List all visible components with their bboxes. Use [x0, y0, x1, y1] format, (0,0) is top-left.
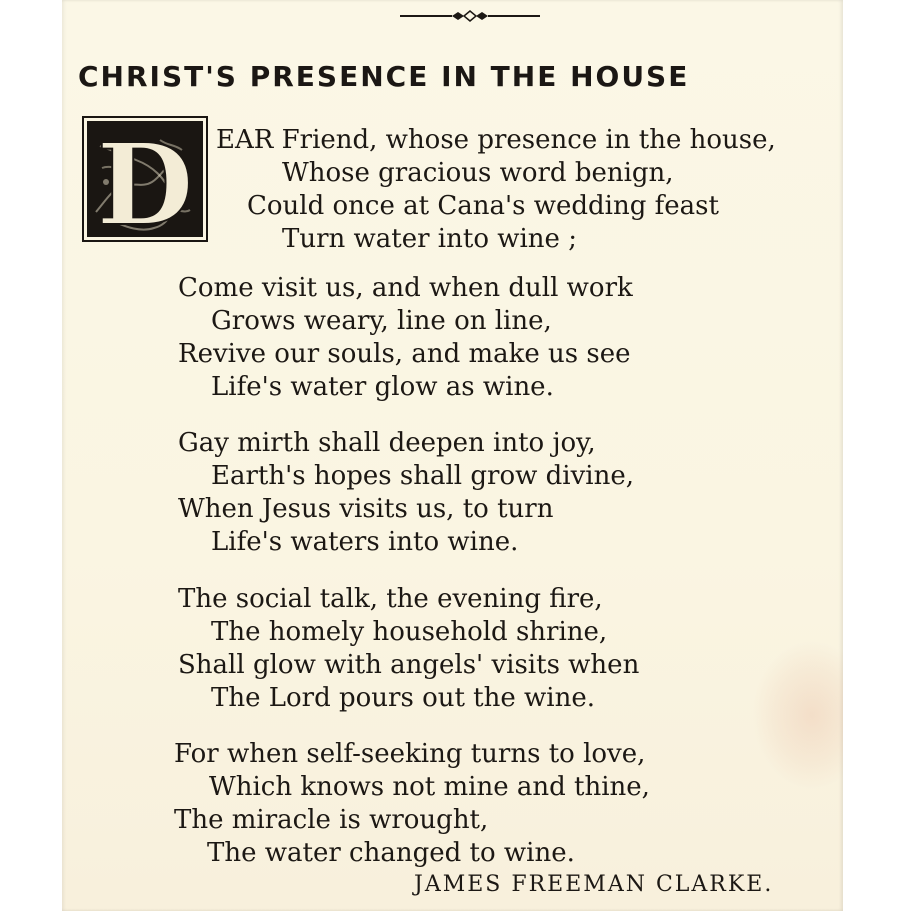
stanza-5-line-4: The water changed to wine.	[207, 838, 575, 868]
stanza-3-line-4: Life's waters into wine.	[211, 527, 519, 557]
decorative-rule-icon	[400, 8, 540, 24]
stanza-4-line-2: The homely household shrine,	[211, 617, 608, 647]
paper-stain	[752, 640, 843, 790]
stanza-5-line-1: For when self-seeking turns to love,	[174, 739, 646, 769]
stanza-5-line-2: Which knows not mine and thine,	[209, 772, 650, 802]
stanza-1-line-4: Turn water into wine ;	[282, 224, 577, 254]
stanza-1-line-3: Could once at Cana's wedding feast	[247, 191, 719, 221]
poem-author: JAMES FREEMAN CLARKE.	[414, 872, 774, 897]
stanza-5-line-3: The miracle is wrought,	[174, 805, 489, 835]
stanza-1-line-1: EAR Friend, whose presence in the house,	[216, 125, 776, 155]
initial-letter: D	[96, 120, 194, 242]
stanza-4-line-4: The Lord pours out the wine.	[211, 683, 595, 713]
stanza-3-line-3: When Jesus visits us, to turn	[178, 494, 554, 524]
stanza-2-line-2: Grows weary, line on line,	[211, 306, 552, 336]
stanza-4-line-1: The social talk, the evening fire,	[178, 584, 603, 614]
stanza-2-line-4: Life's water glow as wine.	[211, 372, 554, 402]
illuminated-initial-icon	[82, 116, 208, 242]
stanza-2-line-1: Come visit us, and when dull work	[178, 273, 633, 303]
stanza-3-line-1: Gay mirth shall deepen into joy,	[178, 428, 596, 458]
stanza-1-line-2: Whose gracious word benign,	[282, 158, 674, 188]
stanza-3-line-2: Earth's hopes shall grow divine,	[211, 461, 634, 491]
stanza-4-line-3: Shall glow with angels' visits when	[178, 650, 640, 680]
poem-title: CHRIST'S PRESENCE IN THE HOUSE	[78, 60, 690, 93]
stanza-2-line-3: Revive our souls, and make us see	[178, 339, 631, 369]
poem-page	[62, 0, 843, 911]
